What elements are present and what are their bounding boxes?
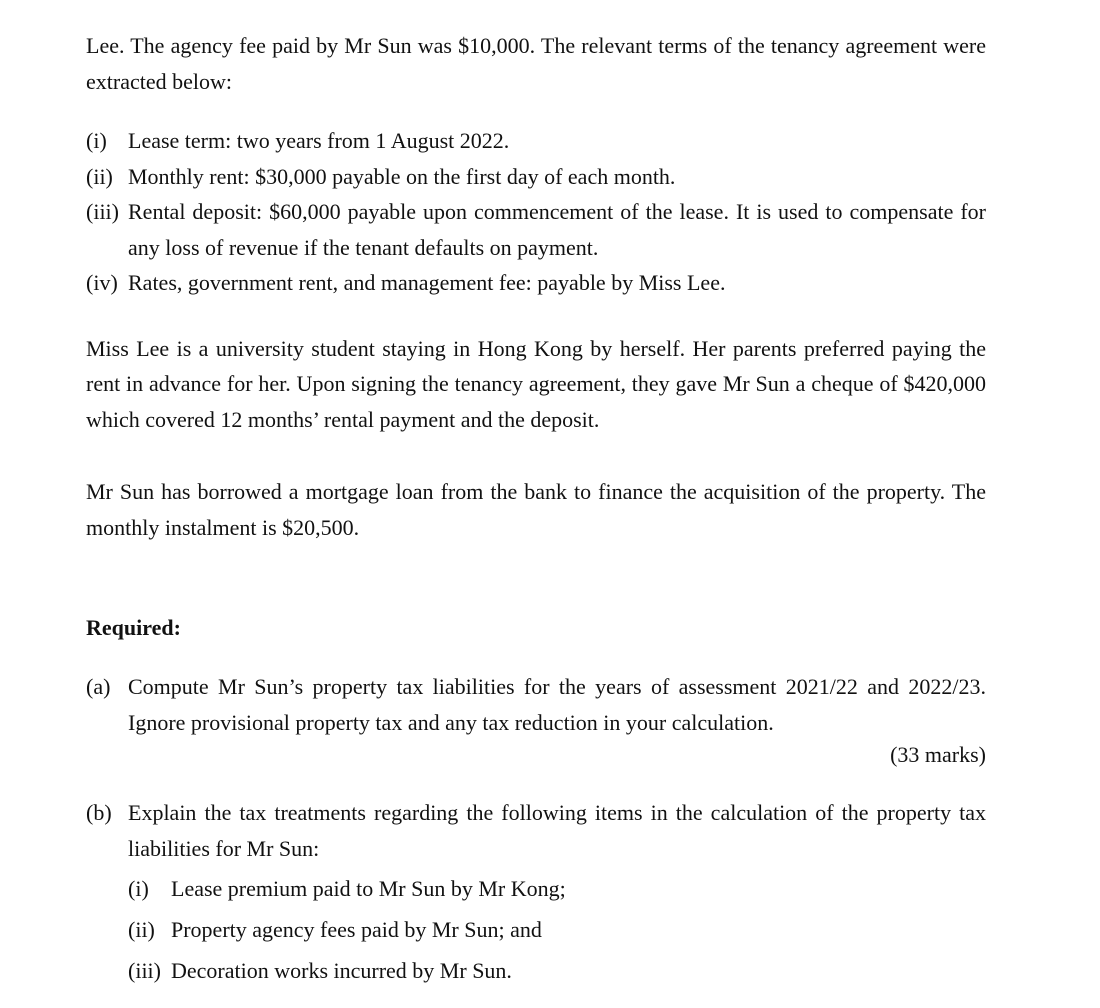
term-item-1 xyxy=(86,123,986,159)
term-number: (ii) xyxy=(86,163,113,189)
item-text: Property agency fees paid by Mr Sun; and xyxy=(171,917,542,942)
item-text: Decoration works incurred by Mr Sun. xyxy=(171,958,512,983)
required-part-a xyxy=(86,669,986,740)
terms-list xyxy=(86,123,986,301)
term-number: (i) xyxy=(86,128,107,153)
item-number: (iii) xyxy=(128,958,161,983)
term-text: Rates, government rent, and management fee: payable by Miss Lee. xyxy=(128,270,726,295)
part-a-marks: (33 marks) xyxy=(890,742,986,767)
term-item-4 xyxy=(86,265,986,301)
lee-paragraph: Miss Lee is a university student staying in Hong Kong by herself. Her parents preferred paying the rent in advance for her. Upon signing the tenancy agreement, they gave Mr Sun a cheque of $420,000 which covered 12 months’ rental payment and the deposit. xyxy=(86,335,986,432)
part-b-items xyxy=(86,868,986,991)
part-b-number: (b) xyxy=(86,800,112,825)
term-number: (iv) xyxy=(86,270,118,295)
part-a-number: (a) xyxy=(86,674,111,699)
required-heading: Required: xyxy=(86,615,181,640)
part-b-item-2 xyxy=(128,909,986,950)
term-text: Lease term: two years from 1 August 2022. xyxy=(128,128,510,153)
item-number: (i) xyxy=(128,876,149,901)
term-text: Rental deposit: $60,000 payable upon commencement of the lease. It is used to compensate for any loss of revenue if the tenant defaults on payment. xyxy=(128,199,986,260)
mortgage-paragraph: Mr Sun has borrowed a mortgage loan from the bank to finance the acquisition of the property. The monthly instalment is $20,500. xyxy=(86,479,986,540)
item-number: (ii) xyxy=(128,917,155,942)
term-item-3 xyxy=(86,194,986,265)
part-a-text: Compute Mr Sun’s property tax liabilities for the years of assessment 2021/22 and 2022/23. Ignore provisional property tax and any tax reduction in your calculation. xyxy=(128,674,986,735)
term-text: Monthly rent: $30,000 payable on the first day of each month. xyxy=(128,163,676,189)
document-page xyxy=(86,28,986,991)
item-text: Lease premium paid to Mr Sun by Mr Kong; xyxy=(171,876,566,901)
term-number: (iii) xyxy=(86,199,119,224)
part-b-item-3 xyxy=(128,950,986,991)
part-b-text: Explain the tax treatments regarding the following items in the calculation of the property tax liabilities for Mr Sun: xyxy=(128,800,986,861)
part-b-item-1 xyxy=(128,868,986,909)
intro-paragraph: Lee. The agency fee paid by Mr Sun was $10,000. The relevant terms of the tenancy agreement were extracted below: xyxy=(86,33,986,94)
required-part-b xyxy=(86,795,986,866)
term-item-2 xyxy=(86,159,986,195)
